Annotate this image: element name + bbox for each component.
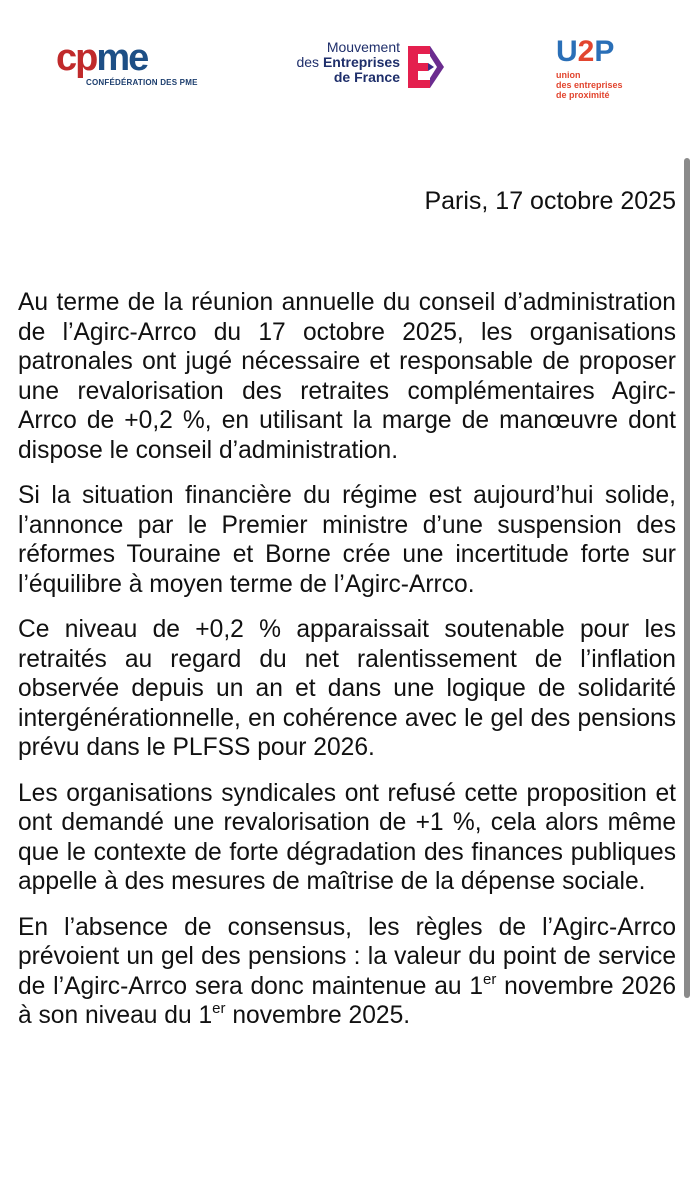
u2p-logo-subtitle [556, 70, 623, 100]
paragraph-3: Ce niveau de +0,2 % apparaissait soutenable pour les retraités au regard du net ralentissement de l’inflation observée depuis un an et dans une logique de solidarité intergénérationnelle, en cohérence avec le gel des pensions prévu dans le PLFSS pour 2026. [18, 616, 676, 761]
medef-logo-line1: Mouvement [326, 39, 400, 55]
paragraph-1: Au terme de la réunion annuelle du conseil d’administration de l’Agirc-Arrco du 17 octobre 2025, les organisations patronales ont jugé nécessaire et responsable de proposer une revalorisation des retraites complémentaires Agirc-Arrco de +0,2 %, en utilisant la marge de manœuvre dont dispose le conseil d’administration. [18, 289, 676, 464]
document-date: Paris, 17 octobre 2025 [424, 187, 676, 215]
u2p-logo-sub2: des entreprises [556, 80, 623, 90]
u2p-logo-sub3: de proximité [556, 90, 610, 100]
vertical-scrollbar[interactable] [684, 158, 690, 998]
u2p-logo-p: P [594, 35, 615, 68]
paragraph-5-part1: En l’absence de consensus, les règles de l’Agirc-Arrco prévoient un gel des pensions : la valeur du point de service de l’Agirc-Arrco sera donc maintenue au 1 [18, 913, 676, 1000]
u2p-logo-sub1: union [556, 70, 581, 80]
paragraph-5-sup2: er [212, 1000, 226, 1017]
cpme-logo-mark [56, 38, 147, 78]
paragraph-5-sup1: er [483, 970, 497, 988]
document-body [18, 288, 676, 1047]
medef-e-icon [406, 42, 446, 92]
medef-logo-line2 [296, 55, 400, 70]
paragraph-5-part2: novembre 2026 à son niveau du 1 [18, 972, 676, 1029]
medef-logo-line3: de France [333, 69, 400, 85]
medef-logo-text [296, 40, 400, 85]
paragraph-2: Si la situation financière du régime est aujourd’hui solide, l’annonce par le Premier ministre d’une suspension des réformes Touraine et Borne crée une incertitude forte sur l’équilibre à moyen terme de l’Agirc-Arrco. [18, 482, 676, 598]
cpme-logo-me: me [96, 37, 148, 79]
paragraph-5 [18, 913, 676, 1031]
medef-logo-line2-bold: Entreprises [322, 54, 400, 70]
u2p-logo-2: 2 [577, 35, 595, 68]
paragraph-5-part3: novembre 2025. [225, 1002, 411, 1029]
logo-bar [0, 36, 694, 106]
u2p-logo-u: U [556, 35, 578, 68]
medef-logo [270, 40, 450, 96]
u2p-logo [556, 36, 656, 106]
medef-logo-line2-prefix: des [296, 54, 323, 70]
u2p-logo-mark [556, 36, 614, 68]
paragraph-4: Les organisations syndicales ont refusé cette proposition et ont demandé une revalorisation de +1 %, cela alors même que le contexte de forte dégradation des finances publiques appelle à des mesures de maîtrise de la dépense sociale. [18, 779, 676, 895]
cpme-logo-cp: cp [56, 37, 97, 79]
cpme-logo-subtitle: CONFÉDÉRATION DES PME [86, 78, 198, 87]
cpme-logo [56, 37, 206, 92]
